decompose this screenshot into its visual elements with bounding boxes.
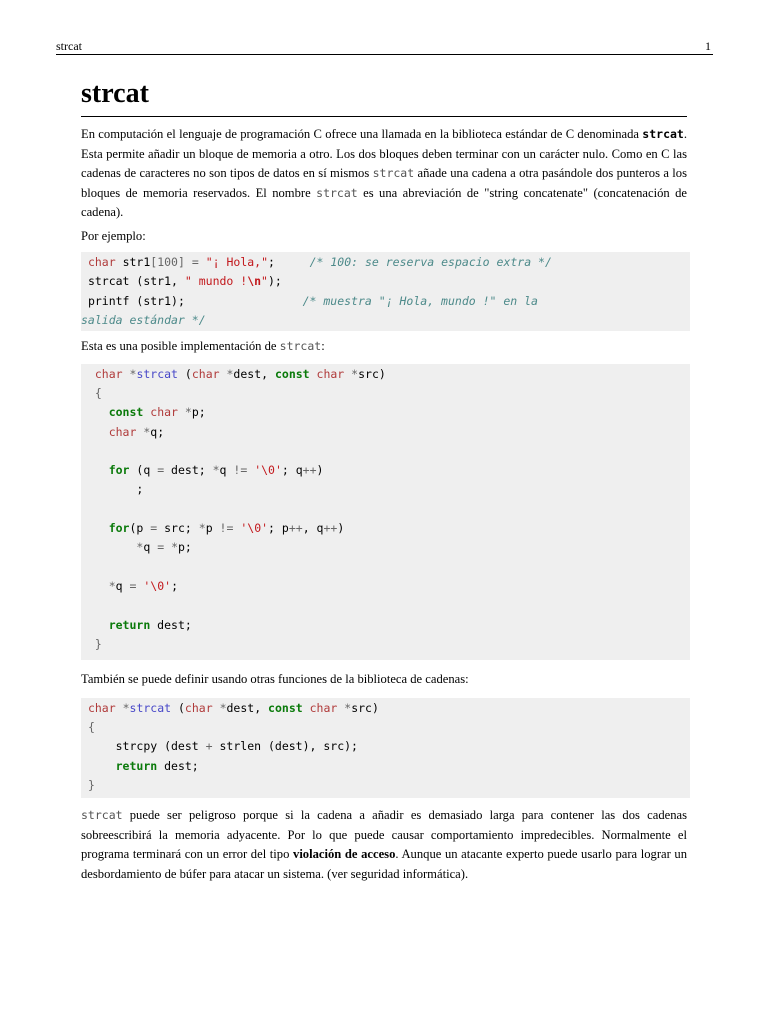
article-title: strcat [81, 76, 687, 117]
intro-paragraph: En computación el lenguaje de programación C ofrece una llamada en la biblioteca estándar de C denominada strcat. Esta permite añadir un bloque de memoria a otro. Los dos bloques deben terminar con un carácter nulo. Como en C las cadenas de caracteres no son tipos de datos en sí mismos strcat añade una cadena a otra pasándole dos punteros a los bloques de memoria reservados. El nombre strcat es una abreviación de "string concatenate" (concatenación de cadena). [81, 127, 688, 219]
code-block-example: char str1[100] = "¡ Hola,"; /* 100: se reserva espacio extra */ strcat (str1, " mundo !\n"); printf (str1); /* muestra "¡ Hola, mundo !" en la salida estándar */ [81, 252, 690, 331]
header-title: strcat [56, 39, 82, 53]
warning-paragraph: strcat puede ser peligroso porque si la cadena a añadir es demasiado larga para contener las dos cadenas sobreescribirá la memoria adyacente. Por lo que puede causar comportamiento impredecibles. Normalmente el programa terminará con un error del tipo violación de acceso. Aunque un atacante experto puede usarlo para lograr un desbordamiento de búfer para atacar un sistema. (ver seguridad informática). [81, 808, 688, 881]
code-block-alternative: char *strcat (char *dest, const char *src) { strcpy (dest + strlen (dest), src); return dest; } [81, 698, 690, 798]
page-header [56, 38, 713, 55]
inline-code: strcat [81, 808, 123, 823]
impl-label: Esta es una posible implementación de strcat: [81, 339, 325, 354]
inline-code: strcat [279, 339, 322, 354]
page-number: 1 [705, 39, 711, 53]
access-violation-bold: violación de acceso [293, 847, 396, 862]
inline-code: strcat [372, 166, 415, 180]
inline-code: strcat [316, 185, 358, 200]
code-block-implementation: char *strcat (char *dest, const char *src) { const char *p; char *q; for (q = dest; *q != '\0'; q++) ; for(p = src; *p != '\0'; p++, q++) *q = *p; *q = '\0'; return dest; } [81, 364, 690, 660]
alternative-label: También se puede definir usando otras funciones de la biblioteca de cadenas: [81, 672, 469, 687]
example-label: Por ejemplo: [81, 228, 146, 243]
article [81, 76, 687, 884]
strcat-bold: strcat [642, 127, 684, 141]
